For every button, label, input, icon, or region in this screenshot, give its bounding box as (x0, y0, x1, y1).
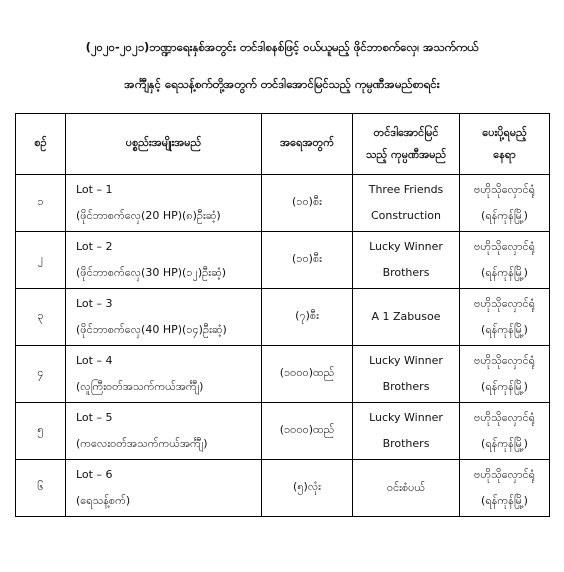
table-row (16, 403, 550, 460)
row-place-line-1: ဗဟိုသိုလှောင်ရုံ (474, 240, 535, 253)
row-desc: (ဖိုင်ဘာစက်လှေ(40 HP)(၁၄)ဦးဆံ့) (76, 323, 227, 336)
row-item (66, 346, 262, 403)
row-qty: (၁၀၀၀)ထည် (262, 403, 353, 460)
row-place-line-2: (ရန်ကုန်မြို့) (481, 437, 528, 450)
row-place (460, 175, 550, 232)
row-no: ၁ (16, 175, 66, 232)
row-no: ၃ (16, 289, 66, 346)
table-row (16, 346, 550, 403)
header-place-line-2: နေရာ (493, 148, 516, 161)
row-company-line-1: Lucky Winner (369, 240, 443, 253)
row-no: ၂ (16, 232, 66, 289)
header-item: ပစ္စည်းအမျိုးအမည် (66, 114, 262, 175)
row-company-line-1: Lucky Winner (369, 411, 443, 424)
row-lot: Lot – 5 (76, 411, 113, 424)
row-place-line-2: (ရန်ကုန်မြို့) (481, 323, 528, 336)
row-company-line-1: ဝင်းစံပယ် (386, 481, 426, 494)
table-row (16, 289, 550, 346)
row-qty: (၅)လုံး (262, 460, 353, 517)
header-company (353, 114, 460, 175)
document-title-line-2: အင်္ကျီနှင့် ရေသန့်စက်တို့အတွက် တင်ဒါအောင်မြင်သည့် ကုမ္ပဏီအမည်စာရင်း (124, 77, 440, 91)
row-lot: Lot – 6 (76, 468, 113, 481)
row-place-line-2: (ရန်ကုန်မြို့) (481, 209, 528, 222)
row-no: ၅ (16, 403, 66, 460)
row-place-line-1: ဗဟိုသိုလှောင်ရုံ (474, 297, 535, 310)
row-place (460, 460, 550, 517)
row-company-line-1: A 1 Zabusoe (371, 310, 441, 323)
row-desc: (ရေသန့်စက်) (76, 494, 131, 507)
row-company (353, 346, 460, 403)
row-company (353, 289, 460, 346)
header-company-line-1: တင်ဒါအောင်မြင် (373, 126, 439, 139)
row-item (66, 403, 262, 460)
row-desc: (ဖိုင်ဘာစက်လှေ(30 HP)(၁၂)ဦးဆံ့) (76, 266, 227, 279)
header-place-line-1: ပေးပို့ရမည့် (482, 126, 527, 139)
row-qty: (၁၀၀၀)ထည် (262, 346, 353, 403)
row-place (460, 346, 550, 403)
row-lot: Lot – 1 (76, 183, 113, 196)
header-delivery-place (460, 114, 550, 175)
row-company-line-1: Lucky Winner (369, 354, 443, 367)
table-row (16, 232, 550, 289)
row-place (460, 232, 550, 289)
table-header-row (16, 114, 550, 175)
table-row (16, 460, 550, 517)
row-place-line-1: ဗဟိုသိုလှောင်ရုံ (474, 354, 535, 367)
row-qty: (၇)စီး (262, 289, 353, 346)
header-company-line-2: သည့် ကုမ္ပဏီအမည် (365, 148, 447, 161)
row-lot: Lot – 3 (76, 297, 113, 310)
row-company (353, 460, 460, 517)
row-company-line-2: Brothers (382, 380, 430, 393)
table-row (16, 175, 550, 232)
row-item (66, 460, 262, 517)
row-company (353, 403, 460, 460)
row-desc: (လူကြီးဝတ်အသက်ကယ်အင်္ကျီ) (76, 380, 204, 393)
row-place-line-1: ဗဟိုသိုလှောင်ရုံ (474, 468, 535, 481)
document-title-line-1: (၂၀၂၀-၂၀၂၁)ဘဏ္ဍာရေးနှစ်အတွင်း တင်ဒါစနစ်ဖြင့် ဝယ်ယူမည့် ဖိုင်ဘာစက်လှေ၊ အသက်ကယ် (85, 40, 479, 54)
row-lot: Lot – 4 (76, 354, 113, 367)
row-item (66, 232, 262, 289)
row-company-line-2: Brothers (382, 437, 430, 450)
row-qty: (၁၀)စီး (262, 232, 353, 289)
row-company (353, 232, 460, 289)
row-no: ၄ (16, 346, 66, 403)
row-place (460, 403, 550, 460)
tender-results-table (15, 113, 550, 517)
header-no: စဉ် (16, 114, 66, 175)
header-qty: အရေအတွက် (262, 114, 353, 175)
row-company-line-2: Construction (370, 209, 442, 222)
row-company (353, 175, 460, 232)
row-place-line-2: (ရန်ကုန်မြို့) (481, 266, 528, 279)
row-place-line-2: (ရန်ကုန်မြို့) (481, 380, 528, 393)
row-place (460, 289, 550, 346)
row-item (66, 175, 262, 232)
row-no: ၆ (16, 460, 66, 517)
row-lot: Lot – 2 (76, 240, 113, 253)
row-place-line-2: (ရန်ကုန်မြို့) (481, 494, 528, 507)
row-desc: (ကလေးဝတ်အသက်ကယ်အင်္ကျီ) (76, 437, 208, 450)
row-qty: (၁၀)စီး (262, 175, 353, 232)
row-item (66, 289, 262, 346)
row-company-line-1: Three Friends (368, 183, 444, 196)
row-company-line-2: Brothers (382, 266, 430, 279)
row-desc: (ဖိုင်ဘာစက်လှေ(20 HP)(၈)ဦးဆံ့) (76, 209, 221, 222)
row-place-line-1: ဗဟိုသိုလှောင်ရုံ (474, 183, 535, 196)
row-place-line-1: ဗဟိုသိုလှောင်ရုံ (474, 411, 535, 424)
